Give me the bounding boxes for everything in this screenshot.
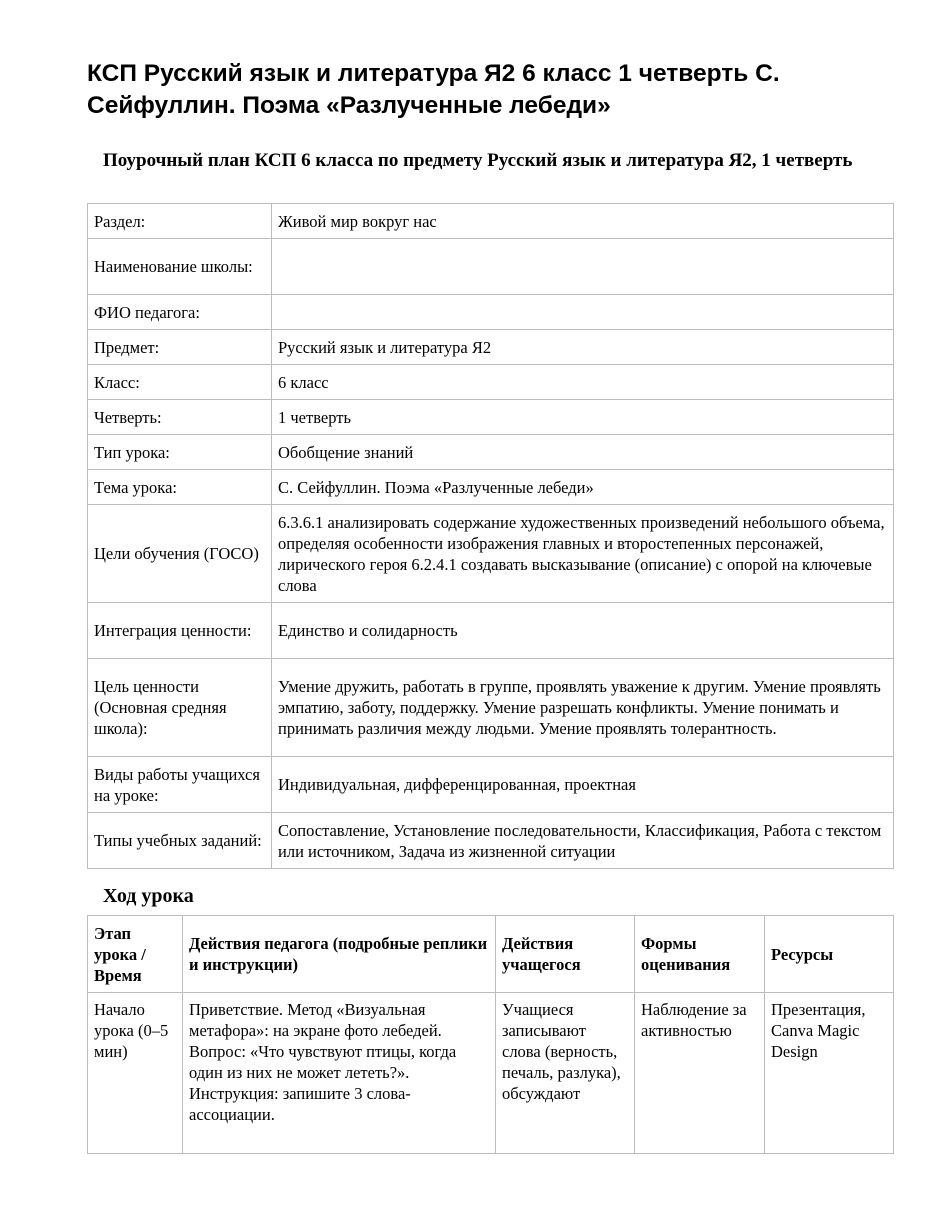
info-label: Класс: (88, 365, 272, 400)
table-row (88, 239, 894, 295)
info-value: 6 класс (272, 365, 894, 400)
table-row (88, 757, 894, 813)
info-value: 6.3.6.1 анализировать содержание художественных произведений небольшого объема, определяя особенности изображения главных и второстепенных персонажей, лирического героя 6.2.4.1 создавать высказывание (описание) с опорой на ключевые слова (272, 505, 894, 603)
info-value: Русский язык и литература Я2 (272, 330, 894, 365)
table-row (88, 435, 894, 470)
table-row (88, 993, 894, 1154)
table-row (88, 603, 894, 659)
info-value (272, 239, 894, 295)
column-header-stage: Этап урока / Время (88, 916, 183, 993)
info-value: Единство и солидарность (272, 603, 894, 659)
lesson-info-table (87, 203, 894, 869)
column-header-assessment: Формы оценивания (635, 916, 765, 993)
info-label: Виды работы учащихся на уроке: (88, 757, 272, 813)
resources-cell: Презентация, Canva Magic Design (765, 993, 894, 1154)
lesson-flow-heading: Ход урока (103, 885, 194, 907)
info-label: Цель ценности (Основная средняя школа): (88, 659, 272, 757)
teacher-actions-cell: Приветствие. Метод «Визуальная метафора»: на экране фото лебедей. Вопрос: «Что чувствуют птицы, когда один из них не может лететь?». Инструкция: запишите 3 слова-ассоциации. (183, 993, 496, 1154)
table-row (88, 505, 894, 603)
table-header-row (88, 916, 894, 993)
info-value: Умение дружить, работать в группе, проявлять уважение к другим. Умение проявлять эмпатию, заботу, поддержку. Умение разрешать конфликты. Умение понимать и принимать различия между людьми. Умение проявлять толерантность. (272, 659, 894, 757)
info-value: С. Сейфуллин. Поэма «Разлученные лебеди» (272, 470, 894, 505)
info-label: Раздел: (88, 204, 272, 239)
stage-cell: Начало урока (0–5 мин) (88, 993, 183, 1154)
info-value: Индивидуальная, дифференцированная, проектная (272, 757, 894, 813)
lesson-flow-table (87, 915, 894, 1154)
info-value (272, 295, 894, 330)
info-label: Тема урока: (88, 470, 272, 505)
info-label: Предмет: (88, 330, 272, 365)
info-label: Цели обучения (ГОСО) (88, 505, 272, 603)
info-label: ФИО педагога: (88, 295, 272, 330)
info-value: Обобщение знаний (272, 435, 894, 470)
table-row (88, 204, 894, 239)
table-row (88, 659, 894, 757)
info-label: Четверть: (88, 400, 272, 435)
column-header-resources: Ресурсы (765, 916, 894, 993)
table-row (88, 330, 894, 365)
info-label: Тип урока: (88, 435, 272, 470)
info-label: Типы учебных заданий: (88, 813, 272, 869)
plan-subtitle: Поурочный план КСП 6 класса по предмету Русский язык и литература Я2, 1 четверть (103, 150, 853, 171)
table-row (88, 400, 894, 435)
info-label: Наименование школы: (88, 239, 272, 295)
info-label: Интеграция ценности: (88, 603, 272, 659)
info-value: 1 четверть (272, 400, 894, 435)
document-title: КСП Русский язык и литература Я2 6 класс 1 четверть С. Сейфуллин. Поэма «Разлученные лебеди» (87, 60, 780, 119)
column-header-teacher: Действия педагога (подробные реплики и инструкции) (183, 916, 496, 993)
table-row (88, 470, 894, 505)
column-header-student: Действия учащегося (496, 916, 635, 993)
info-value: Сопоставление, Установление последовательности, Классификация, Работа с текстом или источником, Задача из жизненной ситуации (272, 813, 894, 869)
info-value: Живой мир вокруг нас (272, 204, 894, 239)
table-row (88, 813, 894, 869)
student-actions-cell: Учащиеся записывают слова (верность, печаль, разлука), обсуждают (496, 993, 635, 1154)
table-row (88, 295, 894, 330)
assessment-cell: Наблюдение за активностью (635, 993, 765, 1154)
table-row (88, 365, 894, 400)
